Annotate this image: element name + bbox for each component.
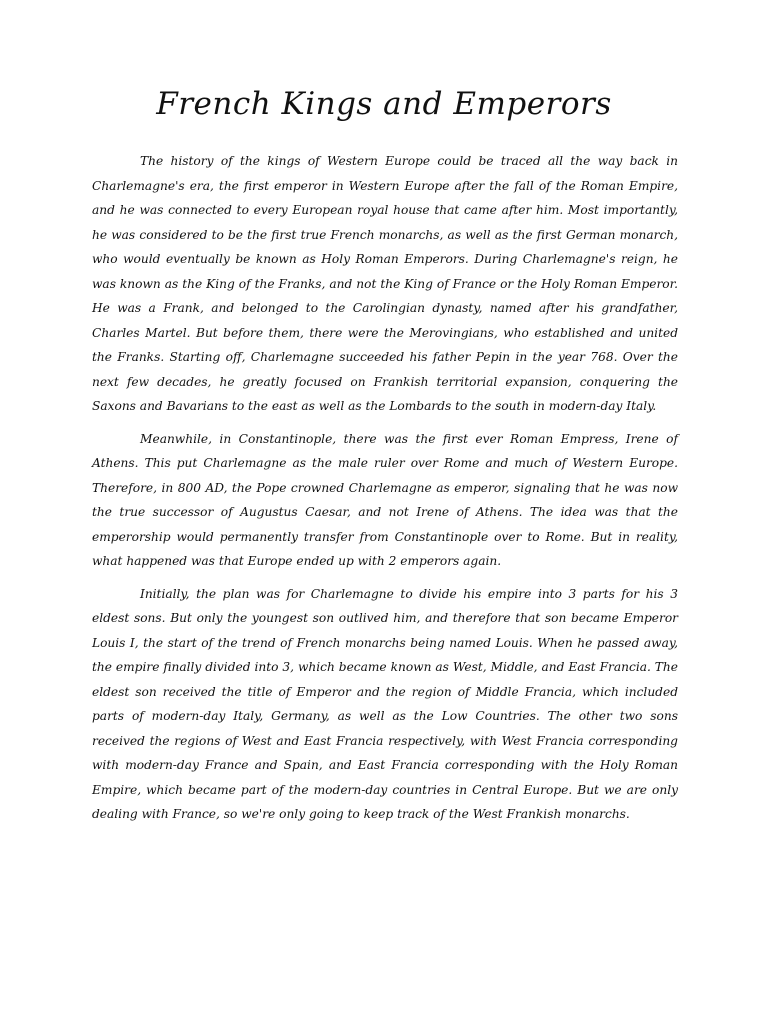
paragraph: The history of the kings of Western Europe could be traced all the way back in Charlemagne's era, the first emperor in Western Europe after the fall of the Roman Empire, and he was connected to every European royal house that came after him. Most importantly, he was considered to be the first true French monarchs, as well as the first German monarch, who would eventually be known as Holy Roman Emperors. During Charlemagne's reign, he was known as the King of the Franks, and not the King of France or the Holy Roman Emperor. He was a Frank, and belonged to the Carolingian dynasty, named after his grandfather, Charles Martel. But before them, there were the Merovingians, who established and united the Franks. Starting off, Charlemagne succeeded his father Pepin in the year 768. Over the next few decades, he greatly focused on Frankish territorial expansion, conquering the Saxons and Bavarians to the east as well as the Lombards to the south in modern-day Italy. — [92, 154, 678, 413]
paragraph: Initially, the plan was for Charlemagne to divide his empire into 3 parts for his 3 eldest sons. But only the youngest son outlived him, and therefore that son became Emperor Louis I, the start of the trend of French monarchs being named Louis. When he passed away, the empire finally divided into 3, which became known as West, Middle, and East Francia. The eldest son received the title of Emperor and the region of Middle Francia, which included parts of modern-day Italy, Germany, as well as the Low Countries. The other two sons received the regions of West and East Francia respectively, with West Francia corresponding with modern-day France and Spain, and East Francia corresponding with the Holy Roman Empire, which became part of the modern-day countries in Central Europe. But we are only dealing with France, so we're only going to keep track of the West Frankish monarchs. — [92, 586, 678, 821]
document-body — [92, 149, 678, 835]
document-title: French Kings and Emperors — [156, 86, 612, 122]
paragraph: Meanwhile, in Constantinople, there was the first ever Roman Empress, Irene of Athens. This put Charlemagne as the male ruler over Rome and much of Western Europe. Therefore, in 800 AD, the Pope crowned Charlemagne as emperor, signaling that he was now the true successor of Augustus Caesar, and not Irene of Athens. The idea was that the emperorship would permanently transfer from Constantinople over to Rome. But in reality, what happened was that Europe ended up with 2 emperors again. — [92, 431, 678, 568]
